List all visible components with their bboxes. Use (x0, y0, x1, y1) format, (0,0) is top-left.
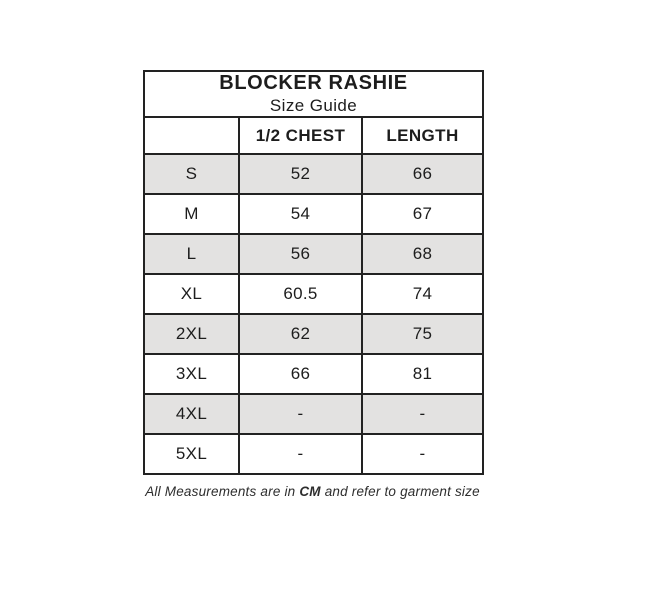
table-subtitle: Size Guide (269, 96, 358, 115)
chest-cell: 52 (239, 154, 362, 194)
title-cell (144, 71, 483, 117)
header-row (144, 117, 483, 154)
size-guide (143, 70, 482, 499)
table-row (144, 194, 483, 234)
chest-cell: - (239, 394, 362, 434)
title-row (144, 71, 483, 117)
size-cell: 3XL (144, 354, 239, 394)
chest-cell: 60.5 (239, 274, 362, 314)
table-row (144, 354, 483, 394)
chest-cell: 62 (239, 314, 362, 354)
size-guide-table (143, 70, 484, 475)
length-cell: 81 (362, 354, 483, 394)
size-cell: S (144, 154, 239, 194)
table-row (144, 394, 483, 434)
table-row (144, 274, 483, 314)
length-cell: - (362, 434, 483, 474)
measurement-footnote (143, 484, 482, 499)
length-cell: 66 (362, 154, 483, 194)
chest-cell: 54 (239, 194, 362, 234)
table-title: BLOCKER RASHIE (219, 72, 408, 94)
column-header-chest: 1/2 CHEST (239, 117, 362, 154)
length-cell: 75 (362, 314, 483, 354)
length-cell: 67 (362, 194, 483, 234)
length-cell: 74 (362, 274, 483, 314)
size-cell: 2XL (144, 314, 239, 354)
column-header-size (144, 117, 239, 154)
table-row (144, 314, 483, 354)
footnote-suffix: and refer to garment size (320, 484, 480, 500)
size-cell: M (144, 194, 239, 234)
table-row (144, 234, 483, 274)
table-row (144, 434, 483, 474)
length-cell: 68 (362, 234, 483, 274)
chest-cell: 66 (239, 354, 362, 394)
chest-cell: 56 (239, 234, 362, 274)
footnote-unit: CM (299, 484, 321, 500)
table-row (144, 154, 483, 194)
length-cell: - (362, 394, 483, 434)
column-header-length: LENGTH (362, 117, 483, 154)
size-cell: 4XL (144, 394, 239, 434)
size-cell: L (144, 234, 239, 274)
footnote-prefix: All Measurements are in (145, 484, 300, 500)
chest-cell: - (239, 434, 362, 474)
size-cell: XL (144, 274, 239, 314)
size-cell: 5XL (144, 434, 239, 474)
